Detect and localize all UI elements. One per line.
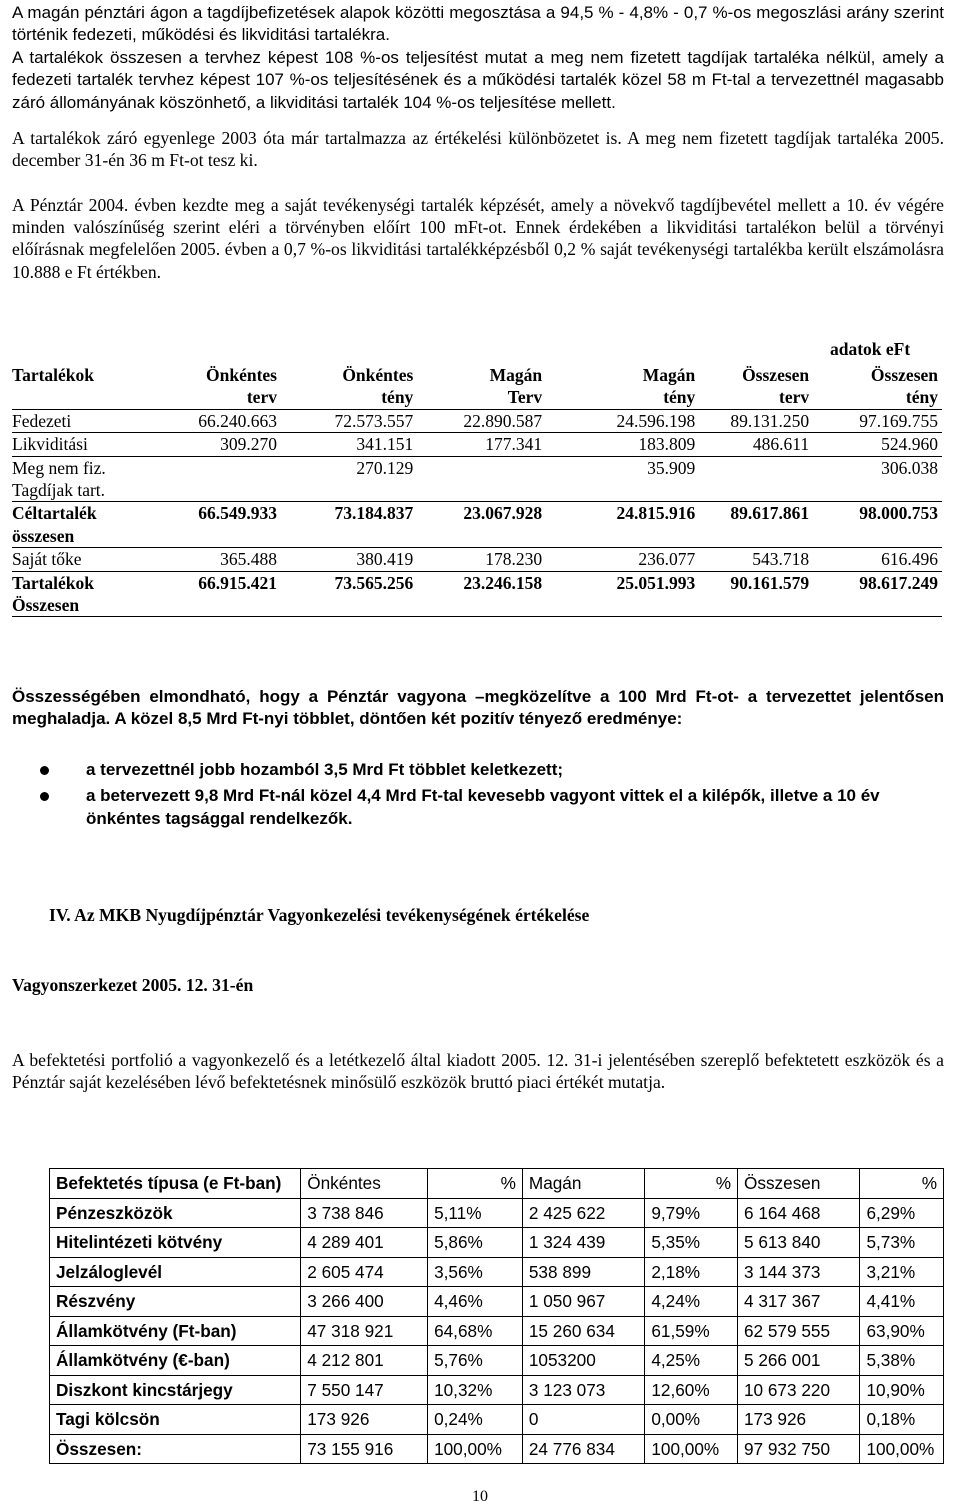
row-label-line: összesen — [12, 525, 75, 546]
table-cell: 1 324 439 — [522, 1228, 644, 1258]
table-cell: 66.915.421 — [158, 571, 281, 617]
column-header: Magán — [489, 365, 543, 385]
table-cell: 10 673 220 — [737, 1375, 859, 1405]
table-cell — [699, 456, 813, 502]
table-cell: 22.890.587 — [417, 409, 546, 432]
table-cell: 3,56% — [428, 1257, 523, 1287]
table-header-row — [50, 1169, 944, 1199]
row-label: Államkötvény (Ft-ban) — [50, 1316, 301, 1346]
table-cell: 4 289 401 — [301, 1228, 428, 1258]
table-cell: 0 — [522, 1405, 644, 1435]
table-cell: 35.909 — [546, 456, 699, 502]
paragraph-allocation: A magán pénztári ágon a tagdíjbefizetések alapok közötti megosztása a 94,5 % - 4,8% - 0,7 %-os megoszlási arány szerint történik fedezeti, működési és likviditási tartalékra. — [12, 3, 944, 45]
table-cell: 15 260 634 — [522, 1316, 644, 1346]
paragraph-summary: Összességében elmondható, hogy a Pénztár vagyona –megközelítve a 100 Mrd Ft-ot- a tervezettet jelentősen meghaladja. A közel 8,5 Mrd Ft-nyi többlet, döntően két pozitív tényező eredménye: — [12, 687, 944, 729]
table-cell: 4,41% — [860, 1287, 944, 1317]
table-cell: 24.596.198 — [546, 409, 699, 432]
table-row — [50, 1287, 944, 1317]
bullet-text: a tervezettnél jobb hozamból 3,5 Mrd Ft többlet keletkezett; — [86, 760, 564, 779]
column-header: % — [860, 1169, 944, 1199]
table-cell: 100,00% — [860, 1434, 944, 1464]
table-cell: 2 605 474 — [301, 1257, 428, 1287]
page-number: 10 — [472, 1488, 488, 1505]
paragraph-closing-balance: A tartalékok záró egyenlege 2003 óta már tartalmazza az értékelési különbözetet is. A meg nem fizetett tagdíjak tartaléka 2005. december 31-én 36 m Ft-ot tesz ki. — [12, 128, 944, 171]
table-cell: 183.809 — [546, 433, 699, 456]
column-header: Befektetés típusa (e Ft-ban) — [50, 1169, 301, 1199]
row-label: Tagi kölcsön — [50, 1405, 301, 1435]
column-header — [12, 386, 158, 409]
table-row — [12, 433, 942, 456]
table-cell: 89.131.250 — [699, 409, 813, 432]
row-label-line: Fedezeti — [12, 410, 72, 431]
table-cell: 24 776 834 — [522, 1434, 644, 1464]
table-cell: 66.549.933 — [158, 502, 281, 548]
row-label — [12, 502, 158, 548]
unit-note: adatok eFt — [830, 339, 911, 359]
column-header: Magán — [642, 365, 696, 385]
column-header: Önkéntes — [301, 1169, 428, 1199]
table-cell: 5,35% — [645, 1228, 738, 1258]
table-cell: 61,59% — [645, 1316, 738, 1346]
table-row — [12, 409, 942, 432]
column-header: Összesen — [742, 365, 810, 385]
table-header-row — [12, 386, 942, 409]
row-label: Jelzáloglevél — [50, 1257, 301, 1287]
table-cell: 0,00% — [645, 1405, 738, 1435]
table-cell: 64,68% — [428, 1316, 523, 1346]
table-row — [12, 502, 942, 548]
table-cell: 100,00% — [645, 1434, 738, 1464]
table-row — [50, 1316, 944, 1346]
column-header: % — [428, 1169, 523, 1199]
table-cell — [158, 456, 281, 502]
paragraph-own-reserve: A Pénztár 2004. évben kezdte meg a saját tevékenységi tartalék képzését, amely a növekvő tagdíjbevétel mellett a 10. év végére minden valószínűség szerint eléri a törvényben előírt 100 mFt-ot. Ennek érdekében a likviditási tartalékon belül a törvényi előírásnak megfelelően 2005. évben a 0,7 %-os likviditási tartalékképzésből 0,2 % saját tevékenységi tartalékba került elszámolásra 10.888 e Ft értékben. — [12, 195, 944, 282]
table-cell: 341.151 — [281, 433, 417, 456]
table-cell: 380.419 — [281, 548, 417, 571]
table-cell: 73.184.837 — [281, 502, 417, 548]
table-cell: 3 123 073 — [522, 1375, 644, 1405]
table-header-row — [12, 364, 942, 386]
row-label — [12, 571, 158, 617]
row-label: Részvény — [50, 1287, 301, 1317]
table-cell: 66.240.663 — [158, 409, 281, 432]
row-label-line: Tartalékok — [12, 572, 95, 593]
table-cell: 3 738 846 — [301, 1198, 428, 1228]
table-cell: 24.815.916 — [546, 502, 699, 548]
investment-table — [49, 1168, 944, 1464]
list-item — [12, 785, 932, 830]
table-cell: 524.960 — [813, 433, 942, 456]
table-cell: 98.617.249 — [813, 571, 942, 617]
table-cell: 89.617.861 — [699, 502, 813, 548]
table-cell: 4 317 367 — [737, 1287, 859, 1317]
row-label: Pénzeszközök — [50, 1198, 301, 1228]
column-header: Összesen — [870, 365, 938, 385]
table-cell: 309.270 — [158, 433, 281, 456]
row-label: Diszkont kincstárjegy — [50, 1375, 301, 1405]
table-cell: 3 144 373 — [737, 1257, 859, 1287]
paragraph-reserves-performance: A tartalékok összesen a tervhez képest 108 %-os teljesítést mutat a meg nem fizetett tagdíjak tartaléka nélkül, amely a fedezeti tartalék tervhez képest 107 %-os teljesítésének és a működési tartalék közel 58 m Ft-tal a tervezettnél magasabb záró állományának köszönhető, a likviditási tartalék 104 %-os teljesítése mellett. — [12, 48, 944, 112]
table-row — [50, 1375, 944, 1405]
table-cell: 486.611 — [699, 433, 813, 456]
table-cell: 5,11% — [428, 1198, 523, 1228]
table-cell: 4,25% — [645, 1346, 738, 1376]
bullet-list — [12, 759, 932, 830]
table-cell: 7 550 147 — [301, 1375, 428, 1405]
table-cell: 12,60% — [645, 1375, 738, 1405]
table-cell: 306.038 — [813, 456, 942, 502]
row-label-line: Összesen — [12, 595, 80, 616]
table-cell: 97.169.755 — [813, 409, 942, 432]
table-cell — [417, 456, 546, 502]
table-row — [12, 571, 942, 617]
column-header: Önkéntes — [206, 365, 277, 385]
table-cell: 178.230 — [417, 548, 546, 571]
table-cell: 365.488 — [158, 548, 281, 571]
table-row — [12, 456, 942, 502]
column-header: tény — [813, 386, 942, 409]
subsection-heading: Vagyonszerkezet 2005. 12. 31-én — [12, 975, 254, 995]
row-label-line: Saját tőke — [12, 549, 82, 570]
table-cell: 173 926 — [301, 1405, 428, 1435]
table-row — [50, 1228, 944, 1258]
table-cell: 5,86% — [428, 1228, 523, 1258]
table-cell: 5 613 840 — [737, 1228, 859, 1258]
table-cell: 25.051.993 — [546, 571, 699, 617]
table-cell: 97 932 750 — [737, 1434, 859, 1464]
column-header: tény — [546, 386, 699, 409]
table-cell: 5,73% — [860, 1228, 944, 1258]
table-cell: 6 164 468 — [737, 1198, 859, 1228]
table-cell: 543.718 — [699, 548, 813, 571]
table-cell: 177.341 — [417, 433, 546, 456]
table-cell: 4,24% — [645, 1287, 738, 1317]
table-cell: 236.077 — [546, 548, 699, 571]
bullet-text: a betervezett 9,8 Mrd Ft-nál közel 4,4 Mrd Ft-tal kevesebb vagyont vittek el a kilépők, illetve a 10 év önkéntes tagsággal rendelkezők. — [86, 786, 880, 828]
table-row — [50, 1346, 944, 1376]
table-cell: 10,90% — [860, 1375, 944, 1405]
table-cell: 0,18% — [860, 1405, 944, 1435]
table-cell: 90.161.579 — [699, 571, 813, 617]
list-item — [12, 759, 932, 781]
column-header: % — [645, 1169, 738, 1199]
row-label-line: Meg nem fiz. — [12, 457, 106, 478]
table-cell: 1 050 967 — [522, 1287, 644, 1317]
bullet-dot-icon — [40, 766, 49, 775]
table-cell: 616.496 — [813, 548, 942, 571]
column-header: Terv — [417, 386, 546, 409]
table-row — [12, 548, 942, 571]
table-cell: 2,18% — [645, 1257, 738, 1287]
column-header: terv — [158, 386, 281, 409]
table-cell: 73.565.256 — [281, 571, 417, 617]
row-label — [12, 456, 158, 502]
table-cell: 5 266 001 — [737, 1346, 859, 1376]
row-label — [12, 433, 158, 456]
column-header: Magán — [522, 1169, 644, 1199]
table-cell: 6,29% — [860, 1198, 944, 1228]
table-cell: 538 899 — [522, 1257, 644, 1287]
row-label: Államkötvény (€-ban) — [50, 1346, 301, 1376]
row-label — [12, 409, 158, 432]
table-cell: 72.573.557 — [281, 409, 417, 432]
row-label-line: Tagdíjak tart. — [12, 480, 106, 501]
table-row — [50, 1198, 944, 1228]
row-label-line: Céltartalék — [12, 503, 97, 524]
table-cell: 47 318 921 — [301, 1316, 428, 1346]
table-cell: 0,24% — [428, 1405, 523, 1435]
table-cell: 270.129 — [281, 456, 417, 502]
table-cell: 2 425 622 — [522, 1198, 644, 1228]
table-cell: 63,90% — [860, 1316, 944, 1346]
column-header: tény — [281, 386, 417, 409]
table-cell: 4,46% — [428, 1287, 523, 1317]
bullet-dot-icon — [40, 792, 49, 801]
row-label: Összesen: — [50, 1434, 301, 1464]
table-cell: 23.246.158 — [417, 571, 546, 617]
table-cell: 100,00% — [428, 1434, 523, 1464]
row-label — [12, 548, 158, 571]
table-row — [50, 1257, 944, 1287]
row-label-line: Likviditási — [12, 434, 88, 455]
reserves-table — [12, 364, 942, 617]
column-header: Önkéntes — [342, 365, 414, 385]
column-header: Összesen — [737, 1169, 859, 1199]
row-label: Hitelintézeti kötvény — [50, 1228, 301, 1258]
table-cell: 3 266 400 — [301, 1287, 428, 1317]
table-row — [50, 1405, 944, 1435]
paragraph-portfolio: A befektetési portfolió a vagyonkezelő és a letétkezelő által kiadott 2005. 12. 31-i jelentésében szereplő befektetett eszközök és a Pénztár saját kezelésében lévő befektetésnek minősülő eszközök bruttó piaci értékét mutatja. — [12, 1050, 944, 1093]
column-header: Tartalékok — [12, 365, 95, 385]
column-header: terv — [699, 386, 813, 409]
table-cell: 5,38% — [860, 1346, 944, 1376]
table-cell: 1053200 — [522, 1346, 644, 1376]
section-heading: IV. Az MKB Nyugdíjpénztár Vagyonkezelési tevékenységének értékelése — [49, 905, 590, 925]
table-cell: 62 579 555 — [737, 1316, 859, 1346]
table-cell: 173 926 — [737, 1405, 859, 1435]
table-row — [50, 1434, 944, 1464]
table-cell: 4 212 801 — [301, 1346, 428, 1376]
table-cell: 5,76% — [428, 1346, 523, 1376]
table-cell: 10,32% — [428, 1375, 523, 1405]
table-cell: 9,79% — [645, 1198, 738, 1228]
table-cell: 23.067.928 — [417, 502, 546, 548]
table-cell: 73 155 916 — [301, 1434, 428, 1464]
table-cell: 3,21% — [860, 1257, 944, 1287]
table-cell: 98.000.753 — [813, 502, 942, 548]
